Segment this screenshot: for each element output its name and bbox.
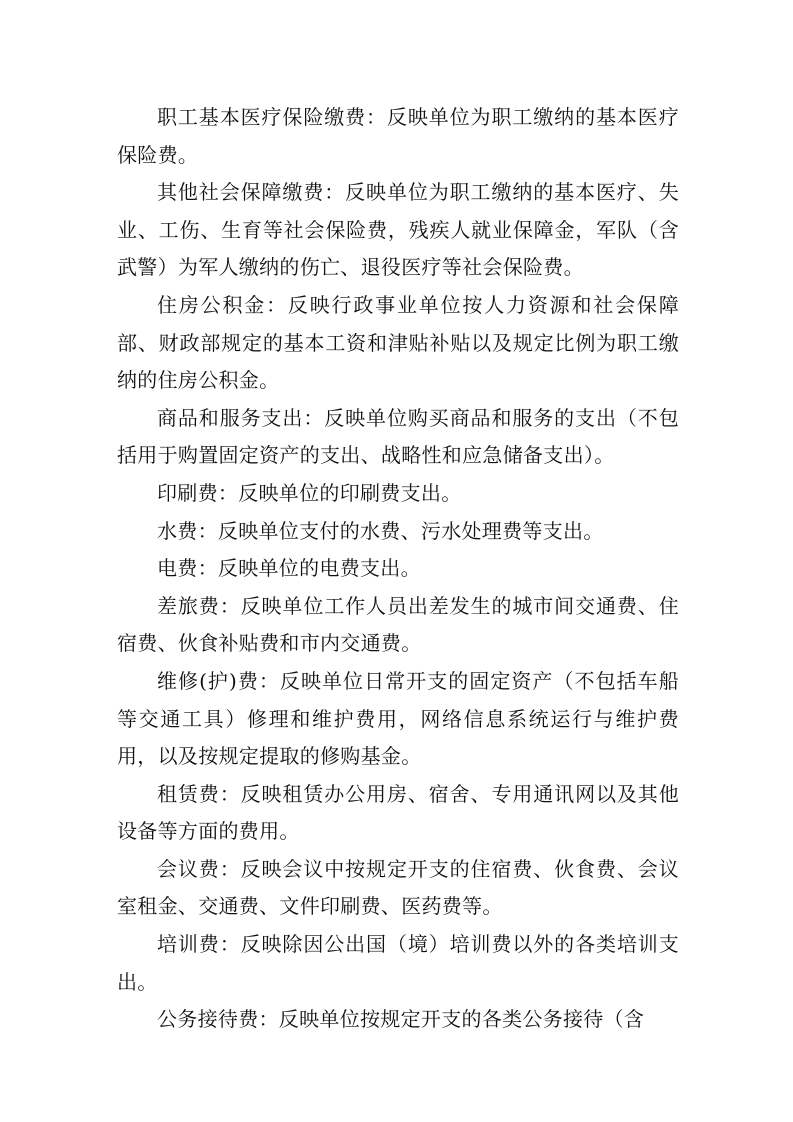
paragraph-maintenance-fee: 维修(护)费：反映单位日常开支的固定资产（不包括车船等交通工具）修理和维护费用，网络信息系统运行与维护费用，以及按规定提取的修购基金。 [117, 668, 679, 769]
paragraph-printing-fee: 印刷费：反映单位的印刷费支出。 [157, 480, 462, 505]
paragraph-training-fee: 培训费：反映除因公出国（境）培训费以外的各类培训支出。 [117, 932, 679, 994]
paragraph-meeting-fee: 会议费：反映会议中按规定开支的住宿费、伙食费、会议室租金、交通费、文件印刷费、医药费等。 [117, 856, 679, 919]
paragraph-official-reception-fee: 公务接待费：反映单位按规定开支的各类公务接待（含 [157, 1007, 645, 1032]
paragraph-basic-medical-insurance: 职工基本医疗保险缴费：反映单位为职工缴纳的基本医疗保险费。 [117, 105, 679, 167]
paragraph-water-fee: 水费：反映单位支付的水费、污水处理费等支出。 [157, 518, 604, 543]
paragraph-rental-fee: 租赁费：反映租赁办公用房、宿舍、专用通讯网以及其他设备等方面的费用。 [117, 781, 679, 844]
paragraph-other-social-security: 其他社会保障缴费：反映单位为职工缴纳的基本医疗、失业、工伤、生育等社会保险费，残疾人就业保障金，军队（含武警）为军人缴纳的伤亡、退役医疗等社会保险费。 [117, 180, 679, 280]
paragraph-housing-fund: 住房公积金：反映行政事业单位按人力资源和社会保障部、财政部规定的基本工资和津贴补贴以及规定比例为职工缴纳的住房公积金。 [117, 292, 679, 393]
paragraph-goods-and-services: 商品和服务支出：反映单位购买商品和服务的支出（不包括用于购置固定资产的支出、战略性和应急储备支出）。 [117, 405, 679, 468]
paragraph-travel-expenses: 差旅费：反映单位工作人员出差发生的城市间交通费、住宿费、伙食补贴费和市内交通费。 [117, 593, 679, 656]
paragraph-electricity-fee: 电费：反映单位的电费支出。 [157, 556, 421, 581]
document-body [117, 99, 679, 1039]
